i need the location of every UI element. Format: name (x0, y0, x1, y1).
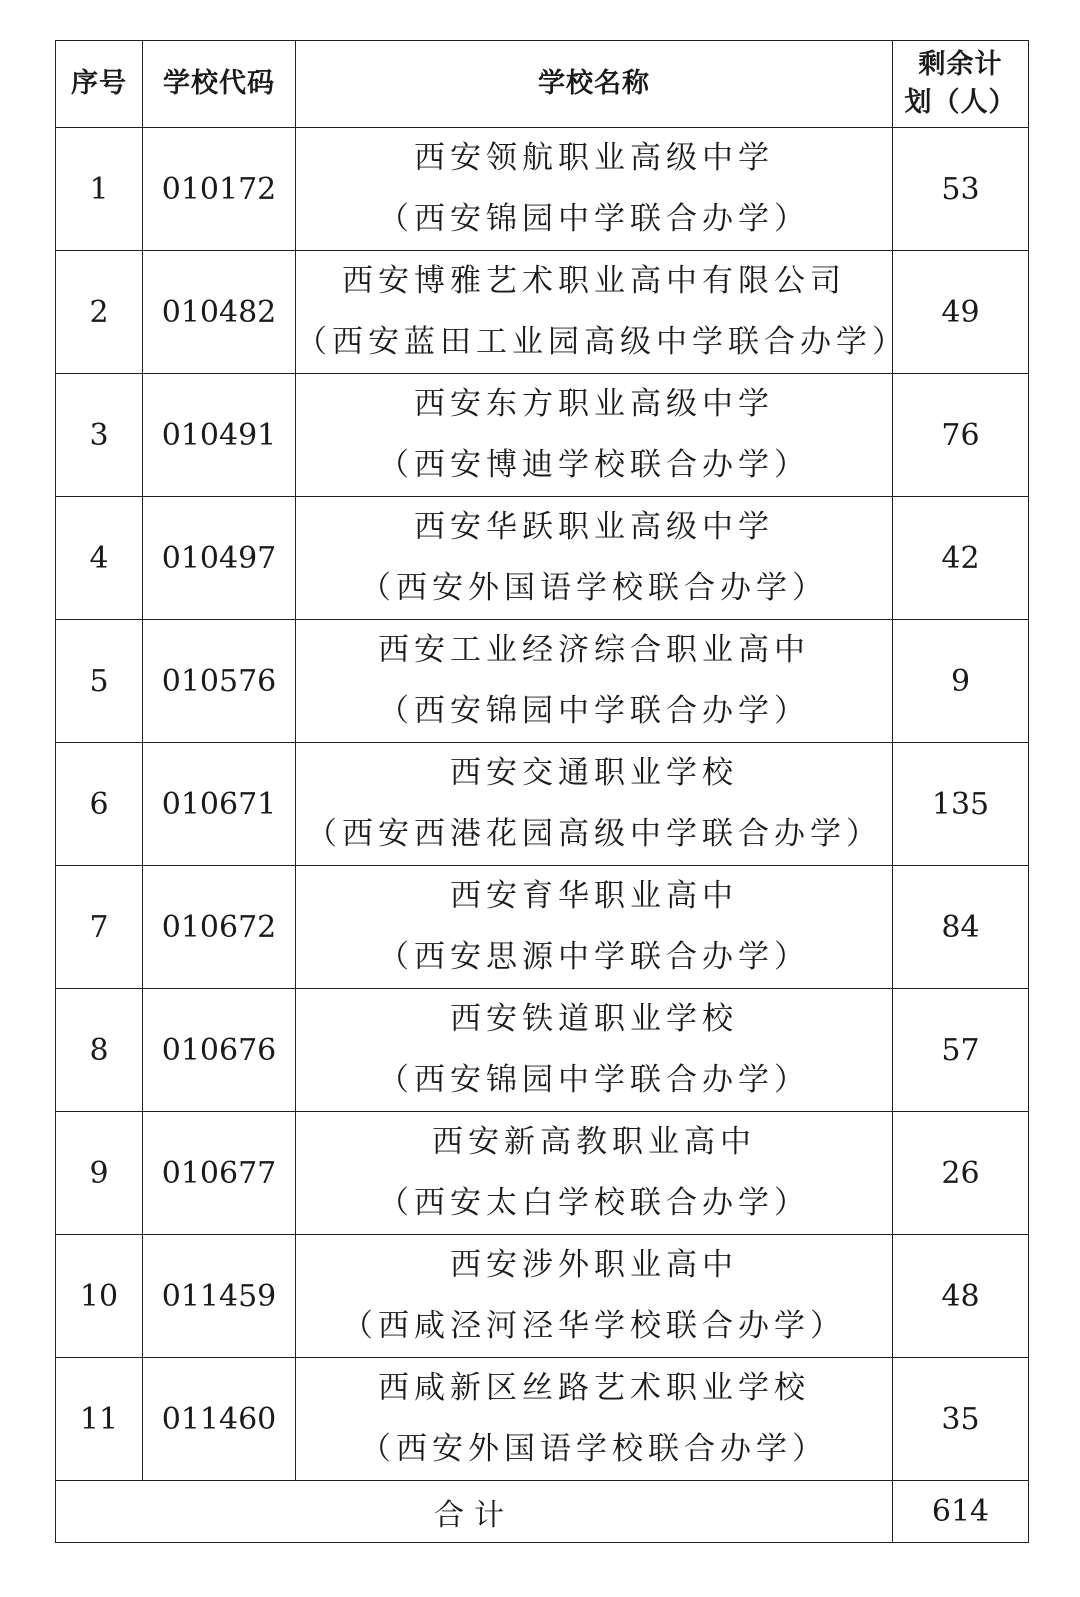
table-row (56, 251, 1029, 374)
school-name: 西安育华职业高中 (450, 878, 738, 914)
cell-code: 010672 (143, 866, 296, 989)
cell-school-name (296, 866, 893, 989)
table-row (56, 1112, 1029, 1235)
cell-school-name (296, 620, 893, 743)
cell-school-name (296, 1358, 893, 1481)
school-name: 西安新高教职业高中 (432, 1124, 756, 1160)
total-value: 614 (893, 1481, 1029, 1543)
cell-school-name (296, 128, 893, 251)
cell-plan: 53 (893, 128, 1029, 251)
header-plan-line2: 划（人） (904, 87, 1017, 118)
table-row (56, 1358, 1029, 1481)
cell-plan: 48 (893, 1235, 1029, 1358)
table-row (56, 620, 1029, 743)
cell-seq: 11 (56, 1358, 143, 1481)
cell-seq: 1 (56, 128, 143, 251)
cell-code: 010482 (143, 251, 296, 374)
cell-seq: 3 (56, 374, 143, 497)
partner-school: （西安锦园中学联合办学） (378, 1062, 810, 1098)
cell-school-name (296, 989, 893, 1112)
cell-plan: 57 (893, 989, 1029, 1112)
partner-school: （西安外国语学校联合办学） (360, 1431, 828, 1467)
school-name: 西安涉外职业高中 (450, 1247, 738, 1283)
cell-school-name (296, 743, 893, 866)
header-plan (893, 41, 1029, 128)
cell-seq: 2 (56, 251, 143, 374)
school-name: 西咸新区丝路艺术职业学校 (378, 1370, 810, 1406)
table-header (56, 41, 1029, 128)
cell-school-name (296, 251, 908, 374)
cell-plan: 26 (893, 1112, 1029, 1235)
partner-school: （西安锦园中学联合办学） (378, 693, 810, 729)
table-row (56, 1235, 1029, 1358)
school-name: 西安工业经济综合职业高中 (378, 632, 810, 668)
cell-seq: 7 (56, 866, 143, 989)
cell-code: 010677 (143, 1112, 296, 1235)
total-row (56, 1481, 1029, 1543)
header-row (56, 41, 1029, 128)
school-name: 西安领航职业高级中学 (414, 140, 774, 176)
cell-seq: 4 (56, 497, 143, 620)
cell-code: 010671 (143, 743, 296, 866)
table-body (56, 128, 1029, 1481)
header-seq: 序号 (56, 41, 143, 128)
cell-seq: 6 (56, 743, 143, 866)
header-code: 学校代码 (143, 41, 296, 128)
school-name: 西安铁道职业学校 (450, 1001, 738, 1037)
cell-plan: 42 (893, 497, 1029, 620)
school-name: 西安东方职业高级中学 (414, 386, 774, 422)
school-name: 西安华跃职业高级中学 (414, 509, 774, 545)
partner-school: （西安西港花园高级中学联合办学） (306, 816, 882, 852)
cell-seq: 10 (56, 1235, 143, 1358)
table-row (56, 128, 1029, 251)
table-row (56, 743, 1029, 866)
cell-code: 011459 (143, 1235, 296, 1358)
cell-code: 010576 (143, 620, 296, 743)
header-name: 学校名称 (296, 41, 893, 128)
partner-school: （西安思源中学联合办学） (378, 939, 810, 975)
cell-seq: 8 (56, 989, 143, 1112)
cell-code: 010172 (143, 128, 296, 251)
cell-school-name (296, 374, 893, 497)
table-row (56, 866, 1029, 989)
table-row (56, 497, 1029, 620)
table-row (56, 989, 1029, 1112)
header-plan-line1: 剩余计 (918, 49, 1003, 80)
cell-plan: 9 (893, 620, 1029, 743)
cell-plan: 35 (893, 1358, 1029, 1481)
partner-school: （西安博迪学校联合办学） (378, 447, 810, 483)
partner-school: （西安蓝田工业园高级中学联合办学） (296, 324, 908, 360)
cell-seq: 5 (56, 620, 143, 743)
school-name: 西安博雅艺术职业高中有限公司 (342, 263, 846, 299)
cell-plan: 76 (893, 374, 1029, 497)
cell-school-name (296, 497, 893, 620)
cell-seq: 9 (56, 1112, 143, 1235)
partner-school: （西咸泾河泾华学校联合办学） (342, 1308, 846, 1344)
partner-school: （西安外国语学校联合办学） (360, 570, 828, 606)
partner-school: （西安锦园中学联合办学） (378, 201, 810, 237)
partner-school: （西安太白学校联合办学） (378, 1185, 810, 1221)
school-name: 西安交通职业学校 (450, 755, 738, 791)
cell-plan: 49 (893, 251, 1029, 374)
cell-code: 010676 (143, 989, 296, 1112)
cell-code: 010497 (143, 497, 296, 620)
cell-plan: 135 (893, 743, 1029, 866)
table-footer (56, 1481, 1029, 1543)
cell-school-name (296, 1235, 893, 1358)
total-label: 合计 (56, 1481, 893, 1543)
cell-code: 011460 (143, 1358, 296, 1481)
school-plan-table (55, 40, 1029, 1543)
table-row (56, 374, 1029, 497)
cell-code: 010491 (143, 374, 296, 497)
cell-school-name (296, 1112, 893, 1235)
cell-plan: 84 (893, 866, 1029, 989)
